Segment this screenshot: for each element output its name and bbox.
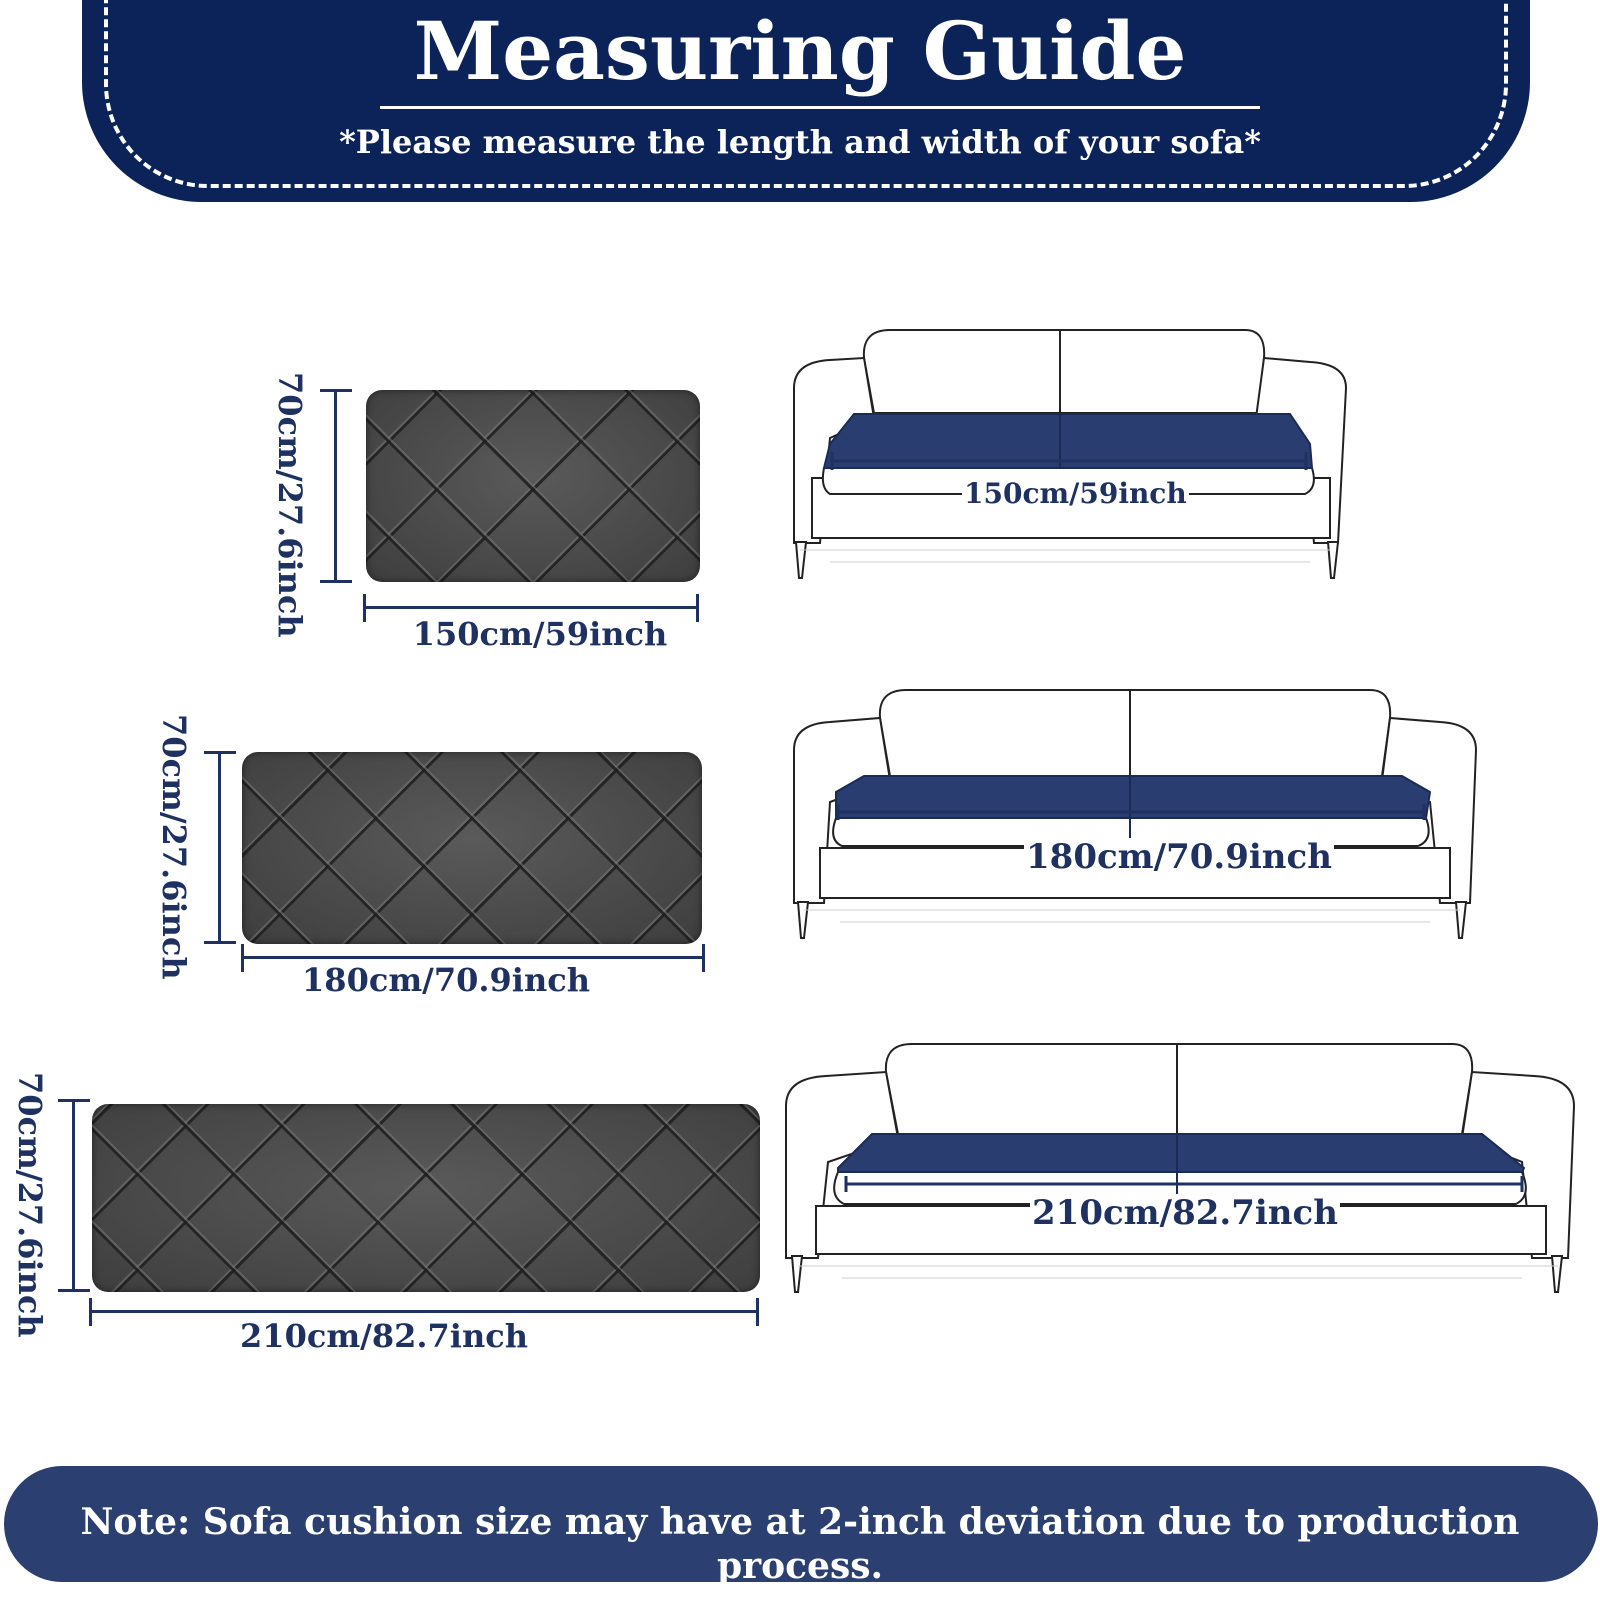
sofa-width-label: 210cm/82.7inch [1032, 1193, 1338, 1233]
page-title: Measuring Guide [413, 4, 1187, 98]
sofa-width-label: 180cm/70.9inch [1026, 837, 1332, 877]
note-text: Note: Sofa cushion size may have at 2-inch deviation due to production process. [80, 1501, 1520, 1587]
width-dimension-line [242, 956, 704, 959]
dimension-tick [58, 1289, 90, 1292]
width-dimension-line [364, 606, 698, 609]
page-subtitle: *Please measure the length and width of your sofa* [339, 123, 1261, 161]
dimension-tick [204, 941, 236, 944]
height-label: 70cm/27.6inch [11, 1072, 49, 1338]
dimension-tick [320, 389, 352, 392]
dimension-tick [204, 751, 236, 754]
dimension-tick [241, 944, 244, 972]
dimension-tick [756, 1298, 759, 1326]
height-dimension-line [334, 390, 337, 582]
cushion-image-1 [366, 390, 700, 582]
dimension-tick [696, 594, 699, 622]
title-divider [380, 106, 1260, 109]
height-label: 70cm/27.6inch [155, 714, 193, 980]
height-dimension-line [72, 1100, 75, 1292]
cushion-image-2 [242, 752, 702, 944]
dimension-tick [320, 580, 352, 583]
width-dimension-line [90, 1310, 758, 1313]
width-label: 210cm/82.7inch [240, 1317, 528, 1355]
dimension-tick [89, 1298, 92, 1326]
dimension-tick [702, 944, 705, 972]
dimension-tick [363, 594, 366, 622]
height-label: 70cm/27.6inch [271, 372, 309, 638]
sofa-illustration-2 [790, 688, 1480, 940]
width-label: 180cm/70.9inch [302, 961, 590, 999]
cushion-image-3 [92, 1104, 760, 1292]
sofa-illustration-1 [790, 328, 1350, 580]
height-dimension-line [218, 752, 221, 944]
sofa-illustration-3 [782, 1042, 1578, 1294]
width-label: 150cm/59inch [412, 615, 668, 653]
dimension-tick [58, 1099, 90, 1102]
sofa-width-label: 150cm/59inch [964, 477, 1187, 510]
